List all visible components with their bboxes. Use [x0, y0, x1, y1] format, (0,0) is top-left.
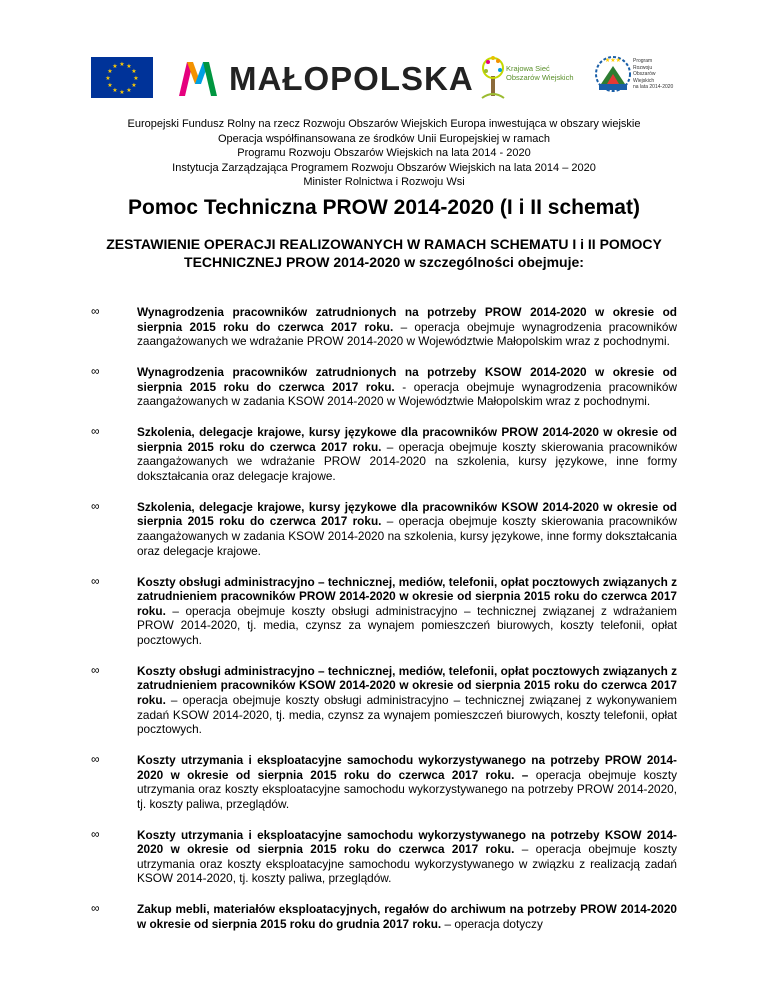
bullet-icon: ∞ [91, 752, 100, 767]
list-item [0, 365, 768, 409]
bullet-icon: ∞ [91, 901, 100, 916]
page-title: Pomoc Techniczna PROW 2014-2020 (I i II schemat) [128, 196, 640, 219]
header-line: Europejski Fundusz Rolny na rzecz Rozwoju Obszarów Wiejskich Europa inwestująca w obszary wiejskie [127, 118, 641, 130]
ksow-line-2: Obszarów Wiejskich [506, 73, 574, 82]
svg-text:★: ★ [126, 87, 132, 94]
svg-text:★: ★ [119, 61, 125, 68]
item-body-text: – operacja obejmuje koszty obsługi administracyjno – technicznej związanej z wdrażaniem PROW 2014-2020, tj. media, czynsz za wynajem pomieszczeń biurowych, koszty telefonii, opłat pocztowych. [137, 603, 677, 647]
item-body-text: – operacja obejmuje koszty skierowania pracowników zaangażowanych w zadania KSOW 2014-2020 na szkolenia, kursy językowe, inne formy dokształcania oraz delegacje krajowe. [137, 514, 678, 558]
malopolska-mark-icon [177, 58, 221, 98]
item-bold-text: Koszty utrzymania i eksploatacyjne samochodu wykorzystywanego na potrzeby KSOW 2014-2020 w okresie od sierpnia 2015 roku do czerwca 2017 roku. [137, 827, 677, 857]
item-bold-text: Szkolenia, delegacje krajowe, kursy językowe dla pracowników KSOW 2014-2020 w okresie od sierpnia 2015 roku do czerwca 2017 roku. [137, 499, 677, 529]
tree-icon [480, 54, 506, 100]
prow-line-5: na lata 2014-2020 [633, 84, 674, 90]
list-item [0, 664, 768, 737]
svg-text:★: ★ [105, 75, 111, 82]
item-bold-text: Koszty obsługi administracyjno – technicznej, mediów, telefonii, opłat pocztowych związanych z zatrudnieniem pracowników KSOW 2014-2020 w okresie od sierpnia 2015 roku do czerwca 2017 roku. [137, 663, 677, 707]
svg-text:★: ★ [131, 82, 137, 89]
svg-text:★: ★ [107, 82, 113, 89]
item-body-text: – operacja dotyczy [441, 916, 543, 931]
bullet-icon: ∞ [91, 662, 100, 677]
list-item [0, 753, 768, 811]
item-bold-text: Koszty obsługi administracyjno – technicznej, mediów, telefonii, opłat pocztowych związanych z zatrudnieniem pracowników PROW 2014-2020 w okresie od sierpnia 2015 roku do czerwca 2017 roku. [137, 574, 677, 618]
prow-line-2: Rozwoju [633, 64, 653, 71]
bullet-icon: ∞ [91, 498, 100, 513]
header-line: Operacja współfinansowana ze środków Unii Europejskiej w ramach [218, 132, 550, 145]
malopolska-wordmark: MAŁOPOLSKA [229, 60, 474, 97]
prow-line-3: Obszarów [633, 71, 656, 77]
item-bold-text: Wynagrodzenia pracowników zatrudnionych na potrzeby KSOW 2014-2020 w okresie od sierpnia 2015 roku do czerwca 2017 roku. [137, 365, 677, 394]
prow-logo [593, 52, 683, 102]
logo-bar [0, 52, 768, 102]
svg-text:★: ★ [112, 63, 118, 70]
list-item [0, 575, 768, 648]
ksow-line-1: Krajowa Sieć [506, 64, 550, 73]
bullet-icon: ∞ [91, 364, 100, 379]
bullet-icon: ∞ [91, 304, 100, 318]
bullet-icon: ∞ [91, 826, 100, 841]
bullet-icon: ∞ [91, 573, 100, 588]
header-line: Minister Rolnictwa i Rozwoju Wsi [303, 176, 465, 189]
header-line: Instytucja Zarządzająca Programem Rozwoju Obszarów Wiejskich na lata 2014 – 2020 [172, 161, 596, 174]
item-bold-text: Koszty utrzymania i eksploatacyjne samochodu wykorzystywanego na potrzeby PROW 2014-2020 w okresie od sierpnia 2015 roku do czerwca 2017 roku. – [137, 753, 677, 782]
section-subtitle: ZESTAWIENIE OPERACJI REALIZOWANYCH W RAMACH SCHEMATU I i II POMOCY TECHNICZNEJ PROW 2014-2020 w szczególności obejmuje: [106, 236, 662, 270]
svg-text:★: ★ [112, 87, 118, 94]
funding-header [0, 117, 768, 190]
list-item [0, 828, 768, 886]
svg-text:★: ★ [119, 89, 125, 96]
item-body-text: operacja obejmuje koszty utrzymania oraz koszty eksploatacyjne samochodu wykorzystywanego na potrzeby PROW 2014-2020, tj. koszty paliwa, przeglądów. [137, 767, 678, 811]
list-item [0, 500, 768, 558]
svg-text:★: ★ [131, 68, 137, 75]
prow-line-4: Wiejskich [633, 77, 655, 84]
item-body-text: – operacja obejmuje wynagrodzenia pracowników zaangażowanych we wdrażanie PROW 2014-2020 w Województwie Małopolskim wraz z pochodnymi. [137, 319, 677, 349]
ksow-logo [480, 54, 574, 102]
list-item [0, 305, 768, 349]
prow-emblem-icon [593, 52, 633, 98]
item-body-text: - operacja obejmuje wynagrodzenia pracowników zaangażowanych w zadania KSOW 2014-2020 w Województwie Małopolskim wraz z pochodnymi. [137, 379, 678, 409]
list-item [0, 425, 768, 483]
item-body-text: – operacja obejmuje koszty skierowania pracowników zaangażowanych we wdrażanie PROW 2014-2020 na szkolenia, kursy językowe, inne formy dokształcania oraz delegacje krajowe. [137, 439, 678, 483]
list-item [0, 902, 768, 931]
prow-line-1: Program [633, 58, 653, 64]
item-body-text: – operacja obejmuje koszty obsługi administracyjno – technicznej związanej z wykonywaniem zadań KSOW 2014-2020, tj. media, czynsz za wynajem pomieszczeń biurowych, koszty telefonii, opłat pocztowych. [137, 692, 677, 737]
bullet-icon: ∞ [91, 424, 100, 439]
item-body-text: – operacja obejmuje koszty utrzymania oraz koszty eksploatacyjne samochodu wykorzystywanego w związku z realizacją zadań KSOW 2014-2020, tj. koszty paliwa, przeglądów. [137, 842, 677, 886]
header-line: Programu Rozwoju Obszarów Wiejskich na lata 2014 - 2020 [237, 147, 531, 160]
svg-text:★: ★ [107, 68, 113, 75]
item-bold-text: Zakup mebli, materiałów eksploatacyjnych, regałów do archiwum na potrzeby PROW 2014-2020 w okresie od sierpnia 2015 roku do grudnia 2017 roku. [137, 902, 677, 931]
svg-text:★: ★ [126, 63, 132, 70]
eu-flag-icon [91, 57, 153, 98]
operations-list [0, 305, 768, 948]
item-bold-text: Wynagrodzenia pracowników zatrudnionych na potrzeby PROW 2014-2020 w okresie od sierpnia 2015 roku do czerwca 2017 roku. [137, 305, 677, 334]
svg-text:★★★: ★★★ [604, 57, 622, 64]
svg-text:★: ★ [133, 75, 139, 82]
item-bold-text: Szkolenia, delegacje krajowe, kursy językowe dla pracowników PROW 2014-2020 w okresie od sierpnia 2015 roku do czerwca 2017 roku. [137, 425, 677, 454]
